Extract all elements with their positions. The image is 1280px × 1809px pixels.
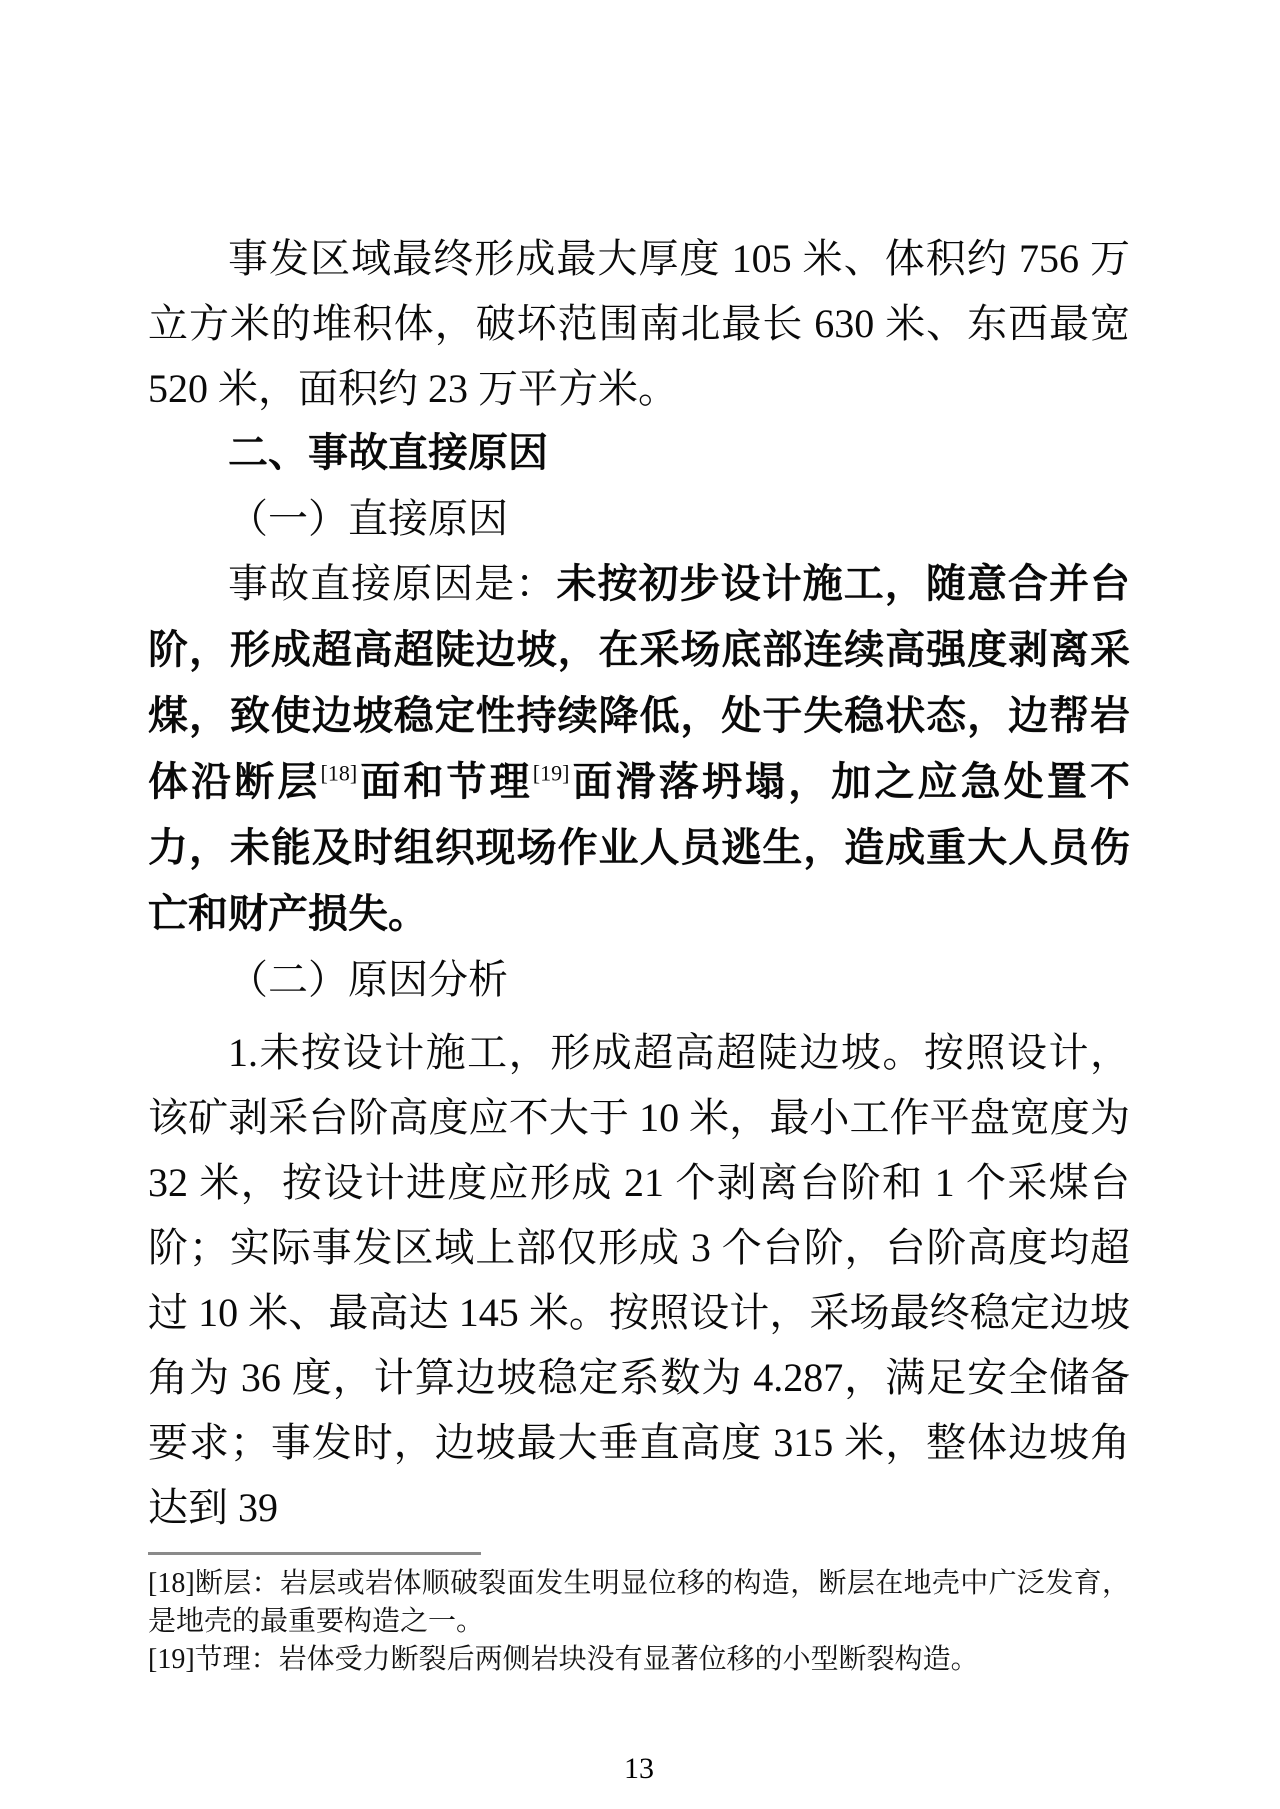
subsection-heading-direct-cause: （一）直接原因 xyxy=(228,496,508,541)
subsection-heading-cause-analysis: （二）原因分析 xyxy=(228,957,508,1002)
footnote-ref-19: [19] xyxy=(532,760,570,786)
direct-cause-bold-3: 面滑落坍塌，加之应急处置不力，未能及时组织现场作业人员逃生，造成重大人员伤亡和财产损失。 xyxy=(148,760,1131,936)
direct-cause-lead: 事故直接原因是： xyxy=(228,561,557,606)
direct-cause-bold-2: 面和节理 xyxy=(357,760,533,804)
page-number: 13 xyxy=(624,1752,654,1785)
paragraph-debris-dimensions: 事发区域最终形成最大厚度 105 米、体积约 756 万立方米的堆积体，破坏范围南北最长 630 米、东西最宽 520 米，面积约 23 万平方米。 xyxy=(148,236,1130,411)
footnotes-block xyxy=(148,1565,1130,1679)
footnote-19: [19]节理：岩体受力断裂后两侧岩块没有显著位移的小型断裂构造。 xyxy=(148,1644,979,1675)
footnote-ref-18: [18] xyxy=(320,760,358,786)
section-heading-direct-cause: 二、事故直接原因 xyxy=(228,431,548,475)
footnote-separator xyxy=(148,1552,481,1555)
paragraph-direct-cause xyxy=(148,551,1130,947)
paragraph-cause-analysis: 1.未按设计施工，形成超高超陡边坡。按照设计，该矿剥采台阶高度应不大于 10 米，最小工作平盘宽度为 32 米，按设计进度应形成 21 个剥离台阶和 1 个采煤台阶；实际事发区域上部仅形成 3 个台阶，台阶高度均超过 10 米、最高达 145 米。按照设计，采场最终稳定边坡角为 36 度，计算边坡稳定系数为 4.287，满足安全储备要求；事发时，边坡最大垂直高度 315 米，整体边坡角达到 39 xyxy=(148,1030,1130,1530)
direct-cause-bold-1: 未按初步设计施工，随意合并台阶，形成超高超陡边坡，在采场底部连续高强度剥离采煤，致使边坡稳定性持续降低，处于失稳状态，边帮岩体沿断层 xyxy=(148,562,1131,804)
footnote-18: [18]断层：岩层或岩体顺破裂面发生明显位移的构造，断层在地壳中广泛发育，是地壳的最重要构造之一。 xyxy=(148,1568,1130,1637)
